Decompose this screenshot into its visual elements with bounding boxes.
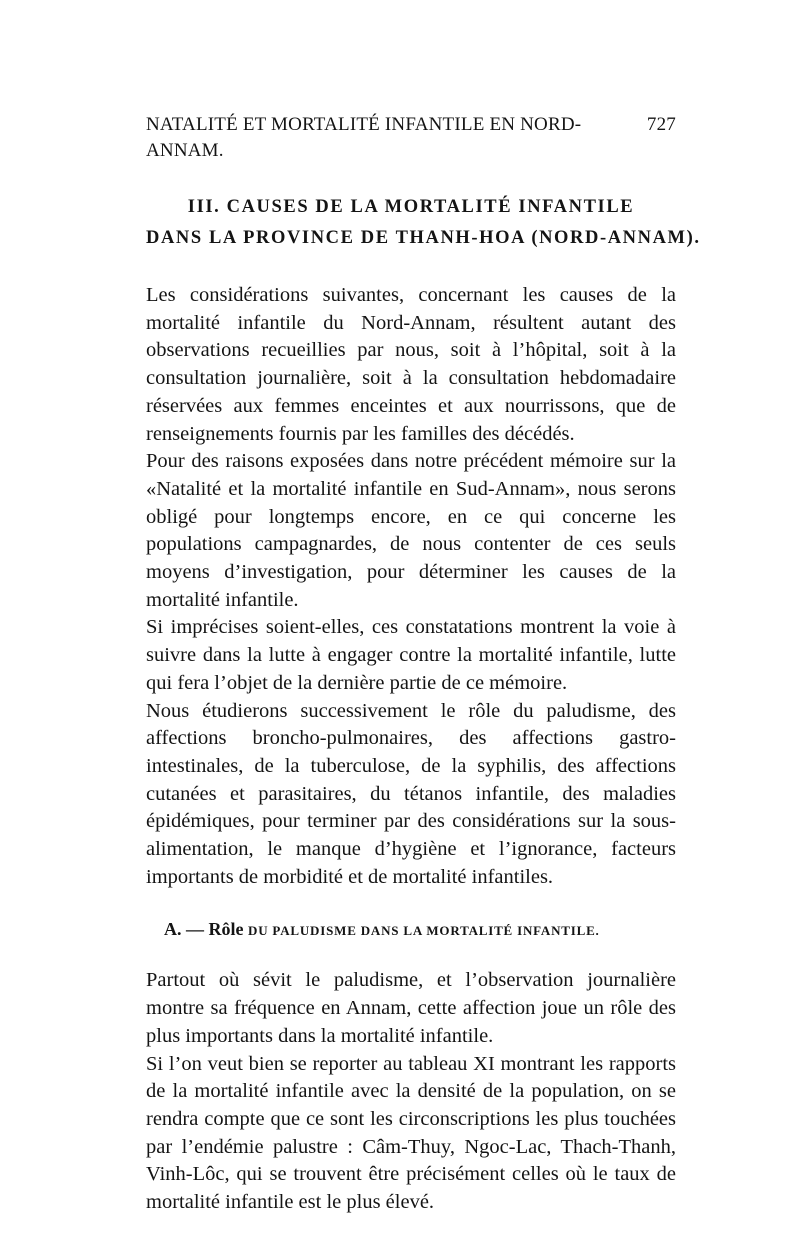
running-header bbox=[146, 112, 676, 164]
paragraph: Pour des raisons exposées dans notre précédent mémoire sur la «Natalité et la mortalité infantile en Sud-Annam», nous serons obligé pour longtemps encore, en ce qui concerne les populations campagnardes, de nous contenter de ces seuls moyens d’investigation, pour déterminer les causes de la mortalité infantile. bbox=[146, 450, 676, 611]
page-number: 727 bbox=[646, 114, 676, 135]
paragraph: Si l’on veut bien se reporter au tableau XI montrant les rapports de la mortalité infantile avec la densité de la population, on se rendra compte que ce sont les circonscriptions les plus touchées par l’endémie palustre : Câm-Thuy, Ngoc-Lac, Thach-Thanh, Vinh-Lôc, qui se trouvent être précisément celles où le taux de mortalité infantile est le plus élevé. bbox=[146, 1052, 676, 1214]
section-title-line-1: III. CAUSES DE LA MORTALITÉ INFANTILE bbox=[187, 197, 635, 217]
section-title-line-2: DANS LA PROVINCE DE THANH-HOA (NORD-ANNAM). bbox=[146, 228, 701, 248]
paragraph: Partout où sévit le paludisme, et l’observation journalière montre sa fréquence en Annam, cette affection joue un rôle des plus importants dans la mortalité infantile. bbox=[146, 969, 676, 1047]
subsection-title-first-word: Rôle bbox=[208, 919, 244, 940]
paragraph: Si imprécises soient-elles, ces constatations montrent la voie à suivre dans la lutte à engager contre la mortalité infantile, lutte qui fera l’objet de la dernière partie de ce mémoire. bbox=[146, 616, 676, 694]
book-page bbox=[146, 112, 701, 1217]
running-title: NATALITÉ ET MORTALITÉ INFANTILE EN NORD-ANNAM. bbox=[146, 114, 582, 161]
subsection-heading bbox=[146, 917, 676, 943]
paragraph: Nous étudierons successivement le rôle du paludisme, des affections broncho-pulmonaires, des affections gastro-intestinales, de la tuberculose, de la syphilis, des affections cutanées et parasitaires, du tétanos infantile, des maladies épidémiques, pour terminer par des considérations sur la sous-alimentation, le manque d’hygiène et l’ignorance, facteurs importants de morbidité et de mortalité infantiles. bbox=[146, 699, 676, 888]
paragraph: Les considérations suivantes, concernant les causes de la mortalité infantile du Nord-Annam, résultent autant des observations recueillies par nous, soit à l’hôpital, soit à la consultation journalière, soit à la consultation hebdomadaire réservées aux femmes enceintes et aux nourrissons, que de renseignements fournis par les familles des décédés. bbox=[146, 284, 676, 445]
subsection-letter: A. — bbox=[164, 919, 204, 940]
section-title bbox=[146, 192, 701, 254]
subsection-title-rest: DU PALUDISME DANS LA MORTALITÉ INFANTILE. bbox=[248, 923, 600, 939]
